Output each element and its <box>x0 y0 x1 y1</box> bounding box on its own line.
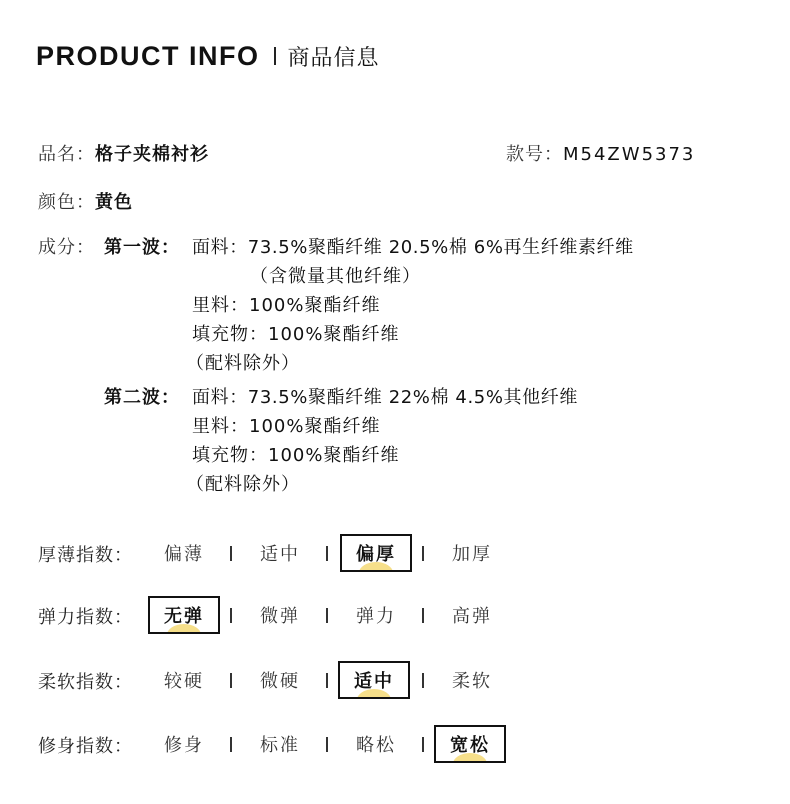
softness-scale <box>38 661 758 701</box>
product-name-row <box>38 143 209 167</box>
fit-option-standard: 标准 <box>260 735 300 756</box>
scale-divider <box>326 608 328 623</box>
wave1-lining: 里料：100%聚酯纤维 <box>192 295 381 316</box>
fit-option-loose-selected: 宽松 <box>434 725 506 763</box>
scale-divider <box>326 546 328 561</box>
softness-option-slightly-hard: 微硬 <box>260 671 300 692</box>
product-name-value: 格子夹棉衬衫 <box>95 144 209 165</box>
scale-divider <box>422 737 424 752</box>
scale-divider <box>422 608 424 623</box>
softness-option-hard: 较硬 <box>164 671 204 692</box>
elasticity-option-slight: 微弹 <box>260 606 300 627</box>
color-value: 黄色 <box>95 192 133 213</box>
sku-label: 款号： <box>506 144 563 165</box>
scale-divider <box>422 673 424 688</box>
title-english: PRODUCT INFO <box>36 40 260 71</box>
color-row <box>38 191 133 215</box>
scale-divider <box>230 608 232 623</box>
scale-divider <box>326 673 328 688</box>
elasticity-label: 弹力指数： <box>38 607 133 628</box>
elasticity-scale <box>38 596 758 636</box>
title-chinese: 商品信息 <box>287 45 380 71</box>
thickness-scale <box>38 534 758 574</box>
header <box>36 36 380 76</box>
color-label: 颜色： <box>38 192 95 213</box>
wave1-filling: 填充物：100%聚酯纤维 <box>192 324 400 345</box>
elasticity-option-high: 高弹 <box>452 606 492 627</box>
elasticity-option-stretch: 弹力 <box>356 606 396 627</box>
scale-divider <box>230 737 232 752</box>
softness-option-soft: 柔软 <box>452 671 492 692</box>
wave1-note: （含微量其他纤维） <box>250 266 421 287</box>
thickness-option-thin: 偏薄 <box>164 544 204 565</box>
wave1-label: 第一波： <box>104 237 180 258</box>
wave2-label: 第二波： <box>104 387 180 408</box>
wave2-lining: 里料：100%聚酯纤维 <box>192 416 381 437</box>
composition-label: 成分： <box>38 237 95 258</box>
fit-option-slightly-loose: 略松 <box>356 735 396 756</box>
fit-option-slim: 修身 <box>164 735 204 756</box>
thickness-label: 厚薄指数： <box>38 545 133 566</box>
thickness-option-medium: 适中 <box>260 544 300 565</box>
fit-label: 修身指数： <box>38 736 133 757</box>
scale-divider <box>326 737 328 752</box>
fit-scale <box>38 725 758 765</box>
softness-label: 柔软指数： <box>38 672 133 693</box>
thickness-option-thick-selected: 偏厚 <box>340 534 412 572</box>
wave2-fabric: 面料：73.5%聚酯纤维 22%棉 4.5%其他纤维 <box>192 387 578 408</box>
product-name-label: 品名： <box>38 144 95 165</box>
scale-divider <box>230 673 232 688</box>
softness-option-medium-selected: 适中 <box>338 661 410 699</box>
wave1-fabric: 面料：73.5%聚酯纤维 20.5%棉 6%再生纤维素纤维 <box>192 237 634 258</box>
wave2-filling: 填充物：100%聚酯纤维 <box>192 445 400 466</box>
thickness-option-extra-thick: 加厚 <box>452 544 492 565</box>
wave1-exclusion: （配料除外） <box>186 353 300 374</box>
title-divider <box>274 47 276 65</box>
scale-divider <box>230 546 232 561</box>
elasticity-option-none-selected: 无弹 <box>148 596 220 634</box>
scale-divider <box>422 546 424 561</box>
sku-value: M54ZW5373 <box>563 144 696 165</box>
wave2-exclusion: （配料除外） <box>186 474 300 495</box>
sku-row <box>506 143 695 167</box>
